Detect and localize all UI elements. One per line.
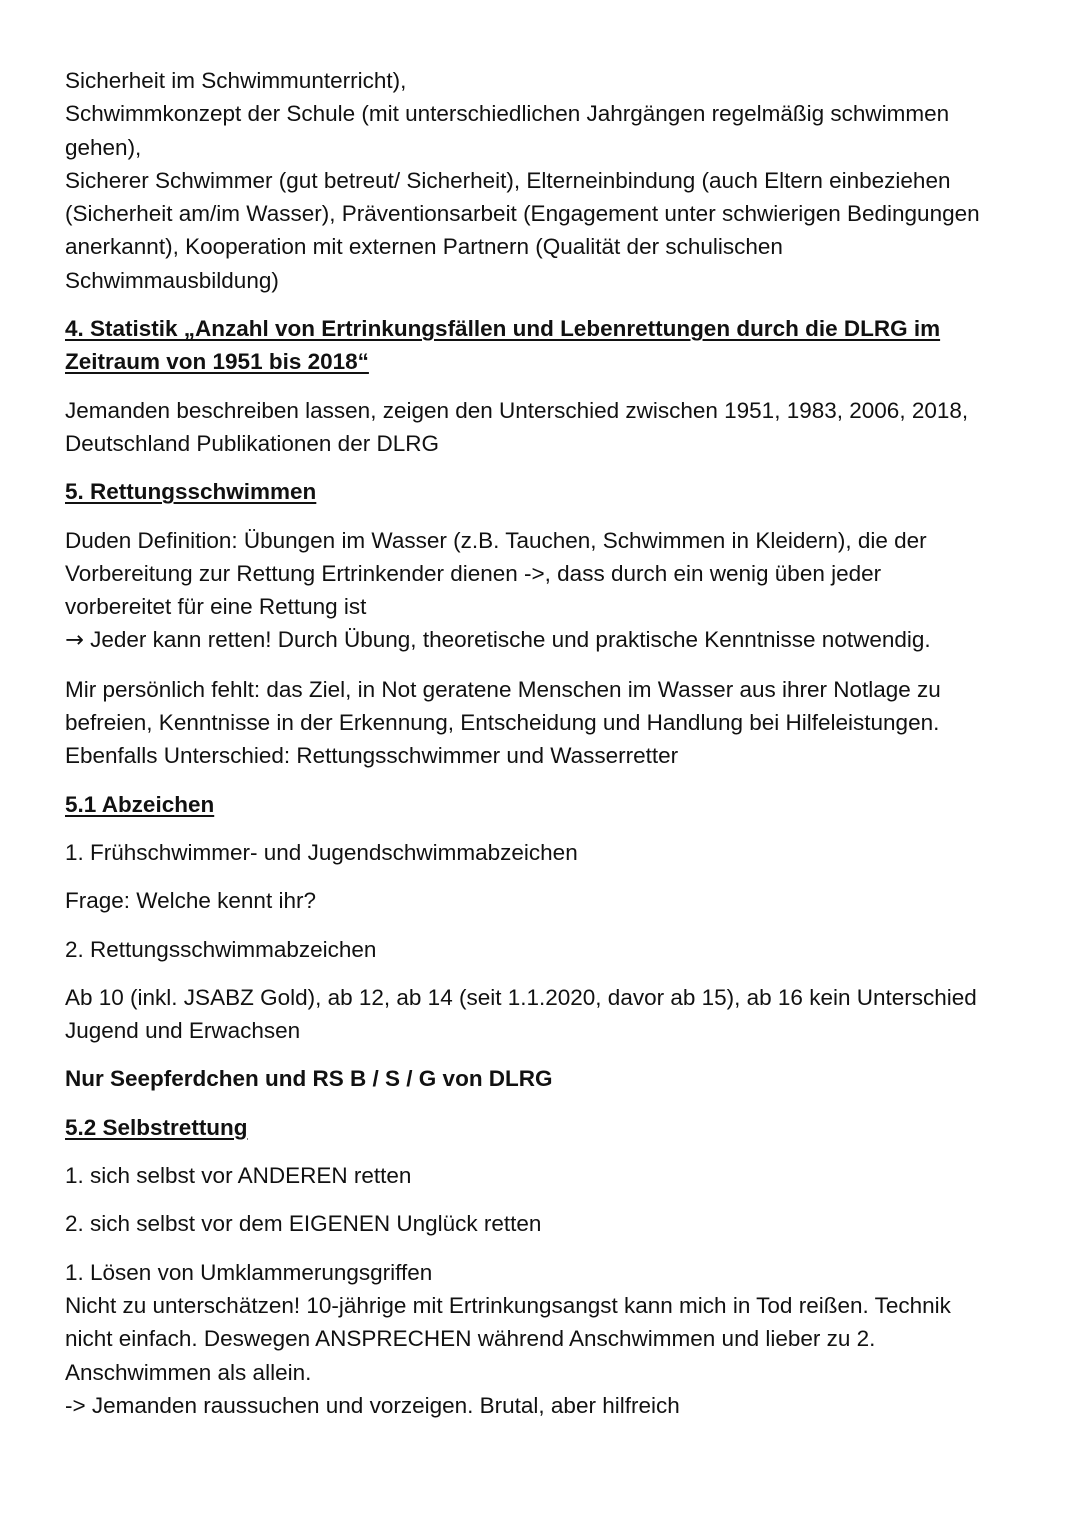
definition-line: Vorbereitung zur Rettung Ertrinkender dienen ->, dass durch ein wenig üben jeder	[65, 560, 882, 586]
self-rescue-point-2: 2. sich selbst vor dem EIGENEN Unglück retten	[65, 1211, 542, 1237]
section-4-heading	[65, 312, 1025, 379]
personal-note-line: Mir persönlich fehlt: das Ziel, in Not geratene Menschen im Wasser aus ihrer Notlage zu	[65, 676, 941, 702]
section-4-heading-line: Zeitraum von 1951 bis 2018“	[65, 349, 369, 375]
age-requirements	[65, 981, 1025, 1048]
intro-line: Schwimmkonzept der Schule (mit unterschiedlichen Jahrgängen regelmäßig schwimmen	[65, 101, 950, 127]
badge-item-1: 1. Frühschwimmer- und Jugendschwimmabzeichen	[65, 839, 578, 865]
arrow-right-icon: →	[65, 627, 84, 654]
section-5-2-heading: 5.2 Selbstrettung	[65, 1114, 248, 1140]
section-4-body	[65, 394, 1025, 461]
self-rescue-detail-line: nicht einfach. Deswegen ANSPRECHEN während Anschwimmen und lieber zu 2.	[65, 1326, 876, 1352]
intro-line: anerkannt), Kooperation mit externen Partnern (Qualität der schulischen	[65, 234, 783, 260]
intro-paragraph	[65, 64, 1025, 297]
self-rescue-point-1: 1. sich selbst vor ANDEREN retten	[65, 1163, 412, 1189]
personal-note-line: befreien, Kenntnisse in der Erkennung, Entscheidung und Handlung bei Hilfeleistungen.	[65, 710, 940, 736]
intro-line: Sicherer Schwimmer (gut betreut/ Sicherheit), Elterneinbindung (auch Eltern einbeziehen	[65, 167, 951, 193]
age-requirements-line: Jugend und Erwachsen	[65, 1018, 301, 1044]
intro-line: Schwimmausbildung)	[65, 267, 279, 293]
self-rescue-details	[65, 1256, 1025, 1422]
section-4-body-line: Jemanden beschreiben lassen, zeigen den Unterschied zwischen 1951, 1983, 2006, 2018,	[65, 397, 969, 423]
self-rescue-detail-line: Nicht zu unterschätzen! 10-jährige mit Ertrinkungsangst kann mich in Tod reißen. Technik	[65, 1292, 951, 1318]
section-5-definition	[65, 524, 1025, 658]
age-requirements-line: Ab 10 (inkl. JSABZ Gold), ab 12, ab 14 (seit 1.1.2020, davor ab 15), ab 16 kein Unterschied	[65, 984, 977, 1010]
self-rescue-detail-line: -> Jemanden raussuchen und vorzeigen. Brutal, aber hilfreich	[65, 1392, 680, 1418]
section-5-heading: 5. Rettungsschwimmen	[65, 479, 317, 505]
definition-line: Duden Definition: Übungen im Wasser (z.B. Tauchen, Schwimmen in Kleidern), die der	[65, 527, 927, 553]
self-rescue-detail-line: 1. Lösen von Umklammerungsgriffen	[65, 1259, 433, 1285]
arrow-conclusion	[65, 623, 1025, 657]
self-rescue-detail-line: Anschwimmen als allein.	[65, 1359, 312, 1385]
intro-line: Sicherheit im Schwimmunterricht),	[65, 68, 407, 93]
definition-line: vorbereitet für eine Rettung ist	[65, 594, 367, 620]
arrow-conclusion-text: Jeder kann retten! Durch Übung, theoretische und praktische Kenntnisse notwendig.	[90, 627, 931, 653]
intro-line: gehen),	[65, 134, 142, 160]
question-text: Frage: Welche kennt ihr?	[65, 888, 316, 914]
badge-item-2: 2. Rettungsschwimmabzeichen	[65, 936, 377, 962]
section-5-1-heading: 5.1 Abzeichen	[65, 791, 215, 817]
section-4-body-line: Deutschland Publikationen der DLRG	[65, 430, 439, 456]
dlrg-note: Nur Seepferdchen und RS B / S / G von DLRG	[65, 1066, 553, 1092]
section-4-heading-line: 4. Statistik „Anzahl von Ertrinkungsfällen und Lebenrettungen durch die DLRG im	[65, 316, 941, 342]
personal-note-line: Ebenfalls Unterschied: Rettungsschwimmer und Wasserretter	[65, 743, 679, 769]
intro-line: (Sicherheit am/im Wasser), Präventionsarbeit (Engagement unter schwierigen Bedingungen	[65, 201, 980, 227]
document-page	[65, 64, 1025, 1422]
section-5-personal-note	[65, 673, 1025, 773]
